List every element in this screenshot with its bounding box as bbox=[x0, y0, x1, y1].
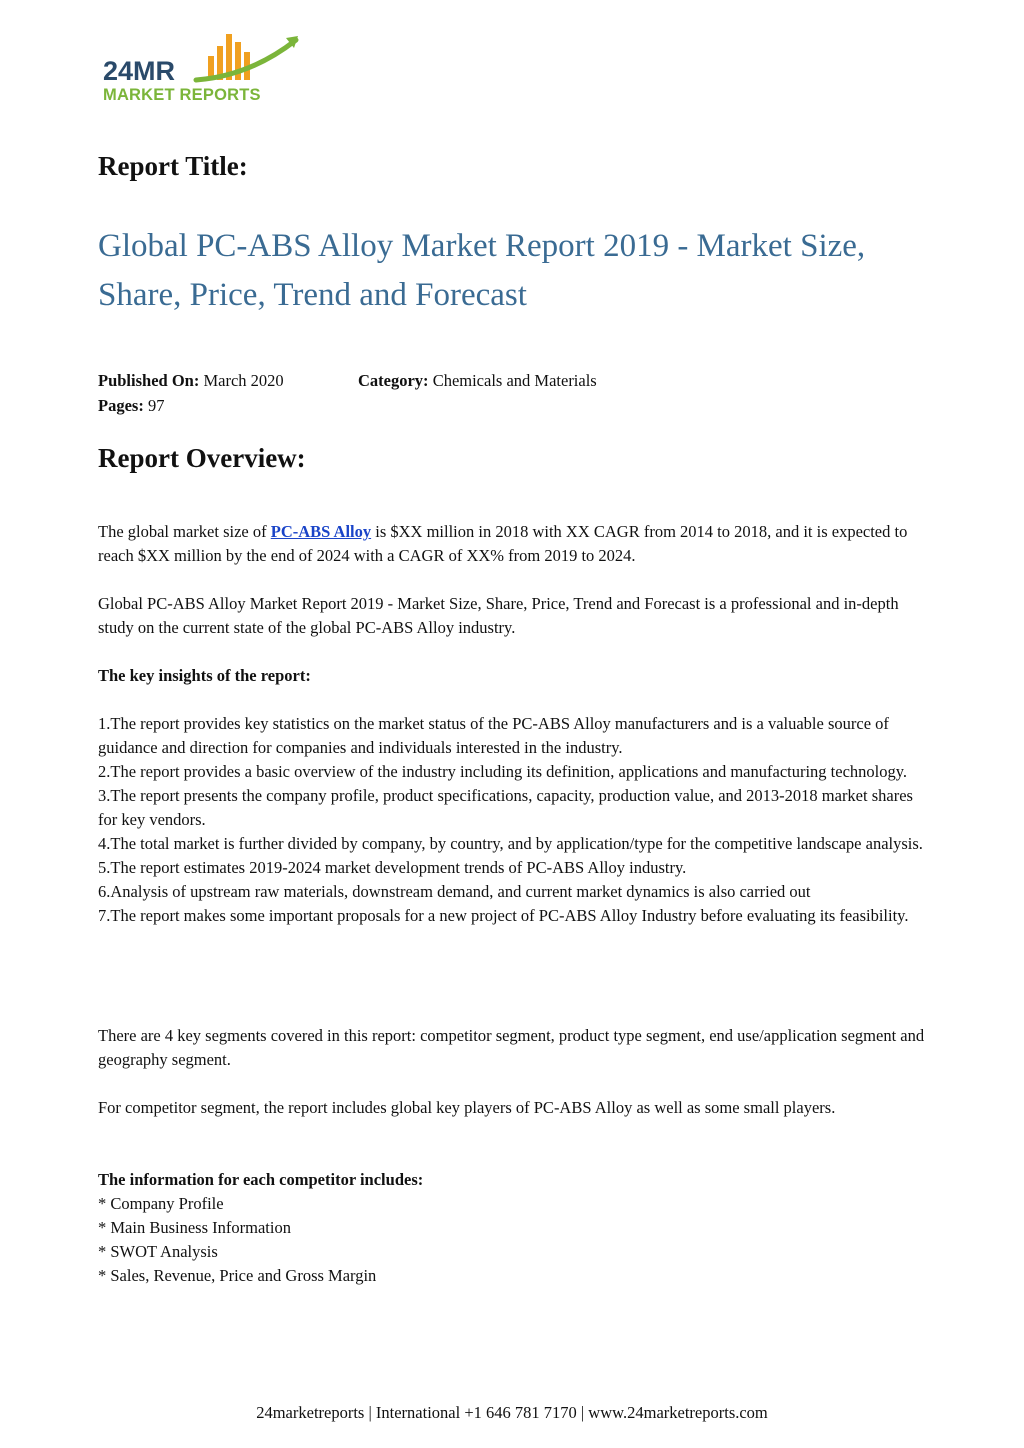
report-title-label: Report Title: bbox=[98, 151, 248, 181]
meta-row-1 bbox=[98, 370, 284, 392]
page-footer: 24marketreports | International +1 646 781 7170 | www.24marketreports.com bbox=[256, 1403, 768, 1422]
published-label: Published On: bbox=[98, 371, 200, 390]
pages-label: Pages: bbox=[98, 396, 144, 415]
insight-item-1: 1.The report provides key statistics on the market status of the PC-ABS Alloy manufacturers and is a valuable source of guidance and direction for companies and individuals interested in the industry. bbox=[98, 714, 889, 757]
insight-item-6: 6.Analysis of upstream raw materials, downstream demand, and current market dynamics is also carried out bbox=[98, 882, 811, 901]
competitor-info bbox=[98, 1168, 928, 1288]
category-value: Chemicals and Materials bbox=[432, 371, 597, 390]
overview-paragraph-1 bbox=[98, 520, 928, 568]
pages-value: 97 bbox=[147, 396, 165, 415]
competitor-item-4: * Sales, Revenue, Price and Gross Margin bbox=[98, 1266, 377, 1285]
overview-paragraph-3: There are 4 key segments covered in this report: competitor segment, product type segment, end use/application segment and geography segment. bbox=[98, 1026, 925, 1069]
meta-pages bbox=[98, 395, 164, 417]
category-label: Category: bbox=[358, 371, 429, 390]
logo-text-24mr: 24MR bbox=[103, 56, 176, 86]
insights-heading: The key insights of the report: bbox=[98, 666, 311, 685]
logo-text-market-reports: MARKET REPORTS bbox=[103, 86, 261, 104]
overview-paragraph-4: For competitor segment, the report includes global key players of PC-ABS Alloy as well as some small players. bbox=[98, 1098, 836, 1117]
competitor-heading: The information for each competitor includes: bbox=[98, 1170, 424, 1189]
report-overview-label: Report Overview: bbox=[98, 443, 306, 473]
insight-item-3: 3.The report presents the company profile, product specifications, capacity, production value, and 2013-2018 market shares for key vendors. bbox=[98, 786, 913, 829]
overview-p1-after: is $XX million in 2018 with XX CAGR from 2014 to 2018, and it is expected to reach $XX million by the end of 2024 with a CAGR of XX% from 2019 to 2024. bbox=[98, 522, 908, 565]
competitor-item-2: * Main Business Information bbox=[98, 1218, 291, 1237]
overview-paragraph-2: Global PC-ABS Alloy Market Report 2019 - Market Size, Share, Price, Trend and Forecast is a professional and in-depth study on the current state of the global PC-ABS Alloy industry. bbox=[98, 594, 899, 637]
insight-item-5: 5.The report estimates 2019-2024 market development trends of PC-ABS Alloy industry. bbox=[98, 858, 687, 877]
overview-p1-before: The global market size of bbox=[98, 522, 271, 541]
report-title: Global PC-ABS Alloy Market Report 2019 - Market Size, Share, Price, Trend and Forecast bbox=[98, 228, 866, 313]
pc-abs-alloy-link[interactable]: PC-ABS Alloy bbox=[270, 522, 372, 541]
competitor-item-1: * Company Profile bbox=[98, 1194, 224, 1213]
insight-item-7: 7.The report makes some important proposals for a new project of PC-ABS Alloy Industry before evaluating its feasibility. bbox=[98, 906, 909, 925]
insight-item-4: 4.The total market is further divided by company, by country, and by application/type for the competitive landscape analysis. bbox=[98, 834, 923, 853]
insights-list bbox=[98, 712, 928, 928]
meta-category bbox=[358, 370, 597, 392]
competitor-item-3: * SWOT Analysis bbox=[98, 1242, 218, 1261]
published-value: March 2020 bbox=[203, 371, 284, 390]
insight-item-2: 2.The report provides a basic overview of the industry including its definition, applications and manufacturing technology. bbox=[98, 762, 908, 781]
company-logo bbox=[100, 28, 310, 108]
